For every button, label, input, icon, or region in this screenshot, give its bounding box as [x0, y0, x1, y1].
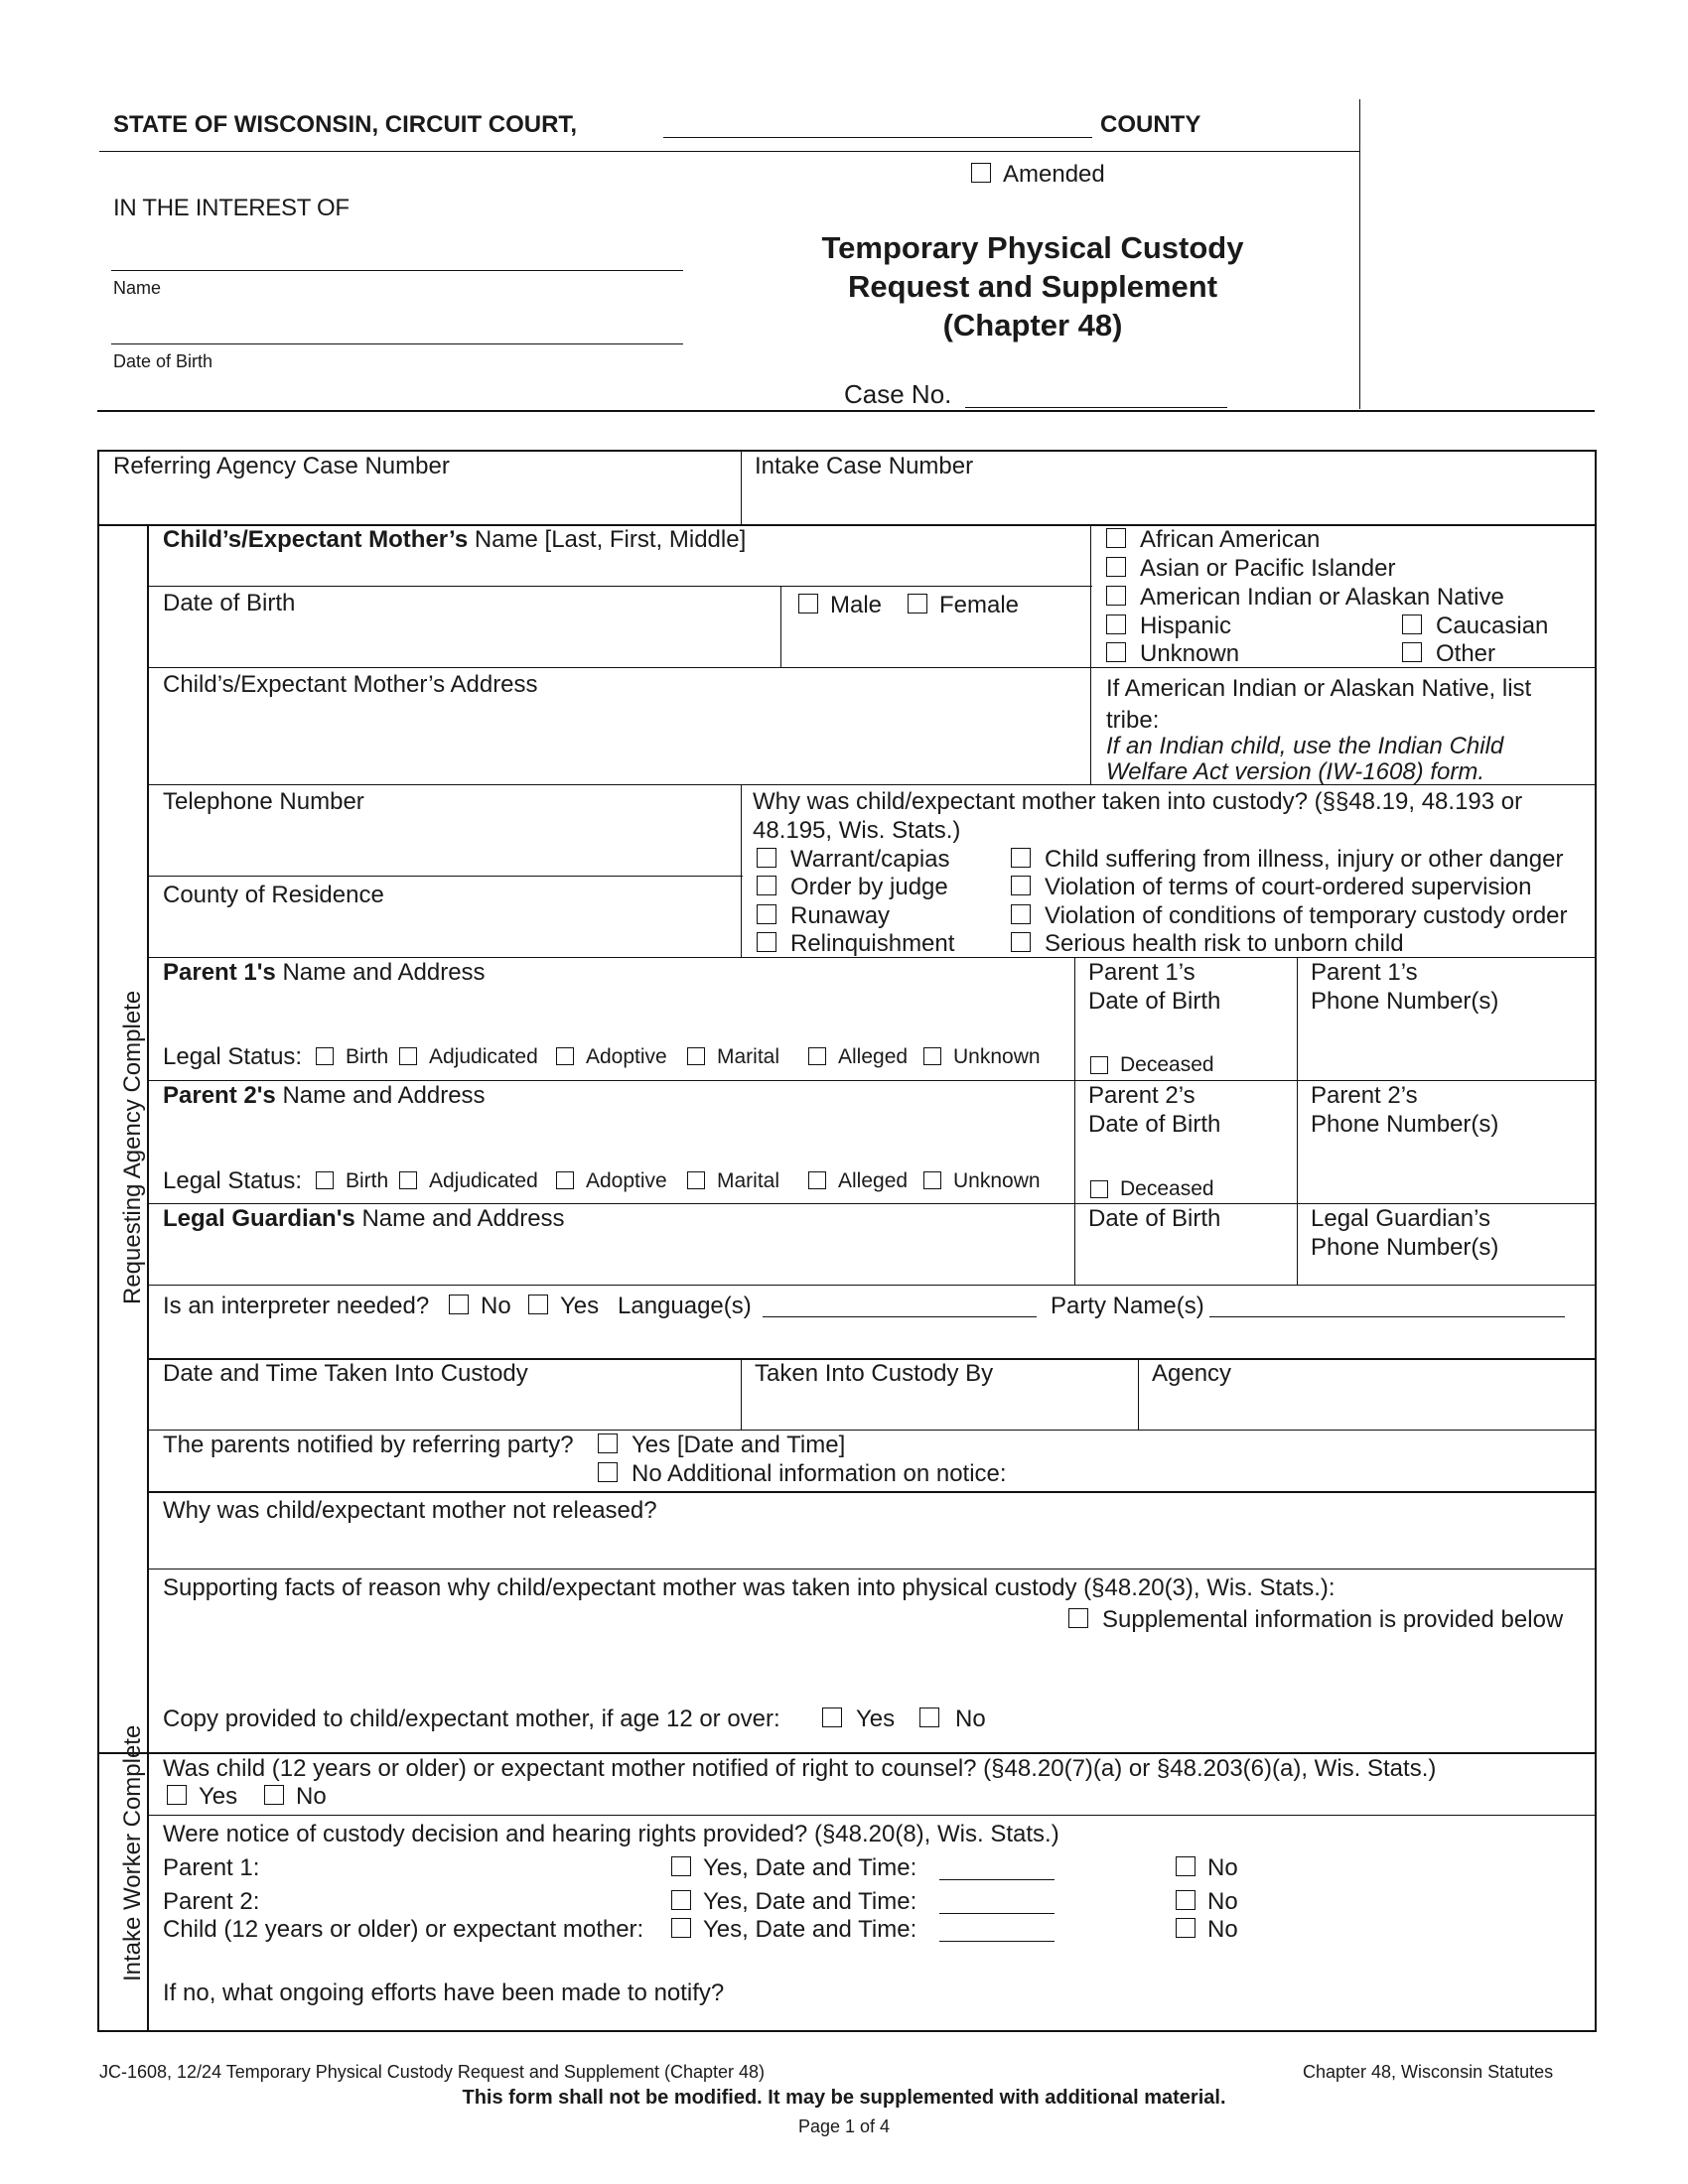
parent2-legal-status-label: Legal Status:	[163, 1167, 303, 1194]
race-asian: Asian or Pacific Islander	[1140, 555, 1396, 582]
parent1-bold: Parent 1's	[163, 959, 276, 986]
parent2-bold: Parent 2's	[163, 1082, 276, 1109]
parent1-adoptive: Adoptive	[586, 1045, 667, 1068]
parent2-adoptive-checkbox[interactable]	[556, 1171, 574, 1189]
dob-sex-divider	[780, 586, 781, 667]
parent1-rest: Name and Address	[282, 959, 486, 986]
race-caucasian-checkbox[interactable]	[1402, 614, 1422, 634]
why-question-line1: Why was child/expectant mother taken into custody? (§§48.19, 48.193 or	[753, 788, 1523, 815]
parents-phone-divider	[1297, 957, 1298, 1285]
parent2-marital: Marital	[717, 1169, 780, 1192]
why-order: Order by judge	[790, 874, 948, 900]
notice-parent1-yes: Yes, Date and Time:	[703, 1854, 917, 1881]
custody-divider-2	[1138, 1358, 1139, 1430]
custody-datetime-label: Date and Time Taken Into Custody	[163, 1360, 528, 1387]
notice-parent2-no-checkbox[interactable]	[1176, 1890, 1196, 1910]
requesting-agency-side-label: Requesting Agency Complete	[119, 990, 146, 1304]
parent1-alleged-checkbox[interactable]	[808, 1047, 826, 1065]
form-title-line2: Request and Supplement	[847, 269, 1218, 304]
race-american-indian-checkbox[interactable]	[1106, 586, 1126, 606]
notice-top	[147, 1815, 1597, 1816]
tribe-note-line1: If an Indian child, use the Indian Child	[1106, 733, 1504, 759]
interpreter-yes-checkbox[interactable]	[528, 1295, 548, 1314]
case-no-blank[interactable]	[965, 407, 1227, 408]
notice-child-no: No	[1207, 1916, 1238, 1943]
language-label: Language(s)	[618, 1293, 752, 1319]
ongoing-efforts-label: If no, what ongoing efforts have been made to notify?	[163, 1979, 725, 2006]
interpreter-top	[147, 1285, 1597, 1286]
why-temp-order-checkbox[interactable]	[1011, 904, 1031, 924]
why-illness-checkbox[interactable]	[1011, 848, 1031, 868]
parent1-phone-line2: Phone Number(s)	[1311, 988, 1499, 1015]
notice-parent1-yes-checkbox[interactable]	[671, 1856, 691, 1876]
notified-top	[147, 1430, 1597, 1431]
counsel-yes: Yes	[199, 1783, 238, 1810]
parent2-alleged: Alleged	[838, 1169, 909, 1192]
parent1-deceased: Deceased	[1120, 1053, 1214, 1076]
county-label: COUNTY	[1100, 111, 1201, 138]
race-american-indian: American Indian or Alaskan Native	[1140, 584, 1504, 611]
parent1-birth-checkbox[interactable]	[316, 1047, 334, 1065]
female-checkbox[interactable]	[908, 594, 927, 614]
race-african-american-checkbox[interactable]	[1106, 528, 1126, 548]
notice-parent1-label: Parent 1:	[163, 1854, 260, 1881]
parent1-marital-checkbox[interactable]	[687, 1047, 705, 1065]
parent1-marital: Marital	[717, 1045, 780, 1068]
parent1-alleged: Alleged	[838, 1045, 909, 1068]
guardian-bold: Legal Guardian's	[163, 1205, 355, 1232]
parent1-adjudicated-checkbox[interactable]	[399, 1047, 417, 1065]
court-heading: STATE OF WISCONSIN, CIRCUIT COURT,	[113, 111, 578, 138]
guardian-phone-line2: Phone Number(s)	[1311, 1234, 1499, 1261]
race-asian-checkbox[interactable]	[1106, 557, 1126, 577]
header-rule	[99, 151, 1360, 152]
parent2-phone-line2: Phone Number(s)	[1311, 1111, 1499, 1138]
custody-by-label: Taken Into Custody By	[755, 1360, 994, 1387]
interpreter-no-checkbox[interactable]	[449, 1295, 469, 1314]
copy-no: No	[955, 1706, 986, 1732]
why-health-risk-checkbox[interactable]	[1011, 932, 1031, 952]
notified-yes: Yes [Date and Time]	[632, 1432, 846, 1458]
tribe-label-line1: If American Indian or Alaskan Native, list	[1106, 675, 1532, 702]
parent1-top	[147, 957, 1597, 958]
child-name-bold: Child’s/Expectant Mother’s	[163, 526, 469, 553]
parent1-birth: Birth	[346, 1045, 389, 1068]
interpreter-yes: Yes	[560, 1293, 600, 1319]
notice-parent2-yes: Yes, Date and Time:	[703, 1888, 917, 1915]
notice-child-label: Child (12 years or older) or expectant mother:	[163, 1916, 644, 1943]
child-name-rest: Name [Last, First, Middle]	[474, 526, 747, 553]
why-runaway: Runaway	[790, 902, 891, 929]
supporting-top	[147, 1569, 1597, 1570]
intake-worker-side-label: Intake Worker Complete	[119, 1724, 146, 1981]
not-released-top	[147, 1491, 1597, 1493]
parent2-adjudicated-checkbox[interactable]	[399, 1171, 417, 1189]
why-temp-order: Violation of conditions of temporary custody order	[1045, 902, 1568, 929]
address-top	[147, 667, 1597, 668]
form-title-line1: Temporary Physical Custody	[821, 230, 1244, 265]
counsel-no-checkbox[interactable]	[264, 1785, 284, 1805]
parent2-alleged-checkbox[interactable]	[808, 1171, 826, 1189]
footer-form-id: JC-1608, 12/24 Temporary Physical Custody Request and Supplement (Chapter 48)	[99, 2062, 766, 2082]
guardian-label	[163, 1205, 565, 1233]
custody-divider-1	[741, 1358, 742, 1430]
parent1-unknown: Unknown	[953, 1045, 1041, 1068]
notice-child-date-blank[interactable]	[939, 1941, 1055, 1942]
male-checkbox[interactable]	[798, 594, 818, 614]
parent1-adoptive-checkbox[interactable]	[556, 1047, 574, 1065]
notified-yes-checkbox[interactable]	[598, 1433, 618, 1453]
notice-child-yes: Yes, Date and Time:	[703, 1916, 917, 1943]
tribe-note-line2: Welfare Act version (IW-1608) form.	[1106, 758, 1484, 785]
notified-no-checkbox[interactable]	[598, 1462, 618, 1482]
table-top	[97, 450, 1597, 452]
phone-top	[147, 784, 1597, 785]
male-label: Male	[830, 592, 883, 618]
notice-parent1-no-checkbox[interactable]	[1176, 1856, 1196, 1876]
why-relinquishment-checkbox[interactable]	[757, 932, 776, 952]
county-residence-label: County of Residence	[163, 882, 384, 908]
why-order-checkbox[interactable]	[757, 876, 776, 895]
child-address-label: Child’s/Expectant Mother’s Address	[163, 671, 538, 698]
why-question-line2: 48.195, Wis. Stats.)	[753, 817, 961, 844]
intake-case-label: Intake Case Number	[755, 453, 974, 479]
parent1-deceased-checkbox[interactable]	[1090, 1056, 1108, 1074]
footer-notice: This form shall not be modified. It may be supplemented with additional material.	[462, 2087, 1226, 2109]
race-other: Other	[1436, 640, 1496, 667]
telephone-label: Telephone Number	[163, 788, 364, 815]
parent2-marital-checkbox[interactable]	[687, 1171, 705, 1189]
why-warrant: Warrant/capias	[790, 846, 950, 873]
parent2-dob-line1: Parent 2’s	[1088, 1082, 1196, 1109]
copy-provided-label: Copy provided to child/expectant mother, if age 12 or over:	[163, 1706, 780, 1732]
notice-parent2-no: No	[1207, 1888, 1238, 1915]
why-supervision: Violation of terms of court-ordered supervision	[1045, 874, 1532, 900]
parent1-phone-line1: Parent 1’s	[1311, 959, 1418, 986]
language-blank[interactable]	[763, 1316, 1037, 1317]
parent2-dob-line2: Date of Birth	[1088, 1111, 1221, 1138]
counsel-yes-checkbox[interactable]	[167, 1785, 187, 1805]
dob-blank[interactable]	[111, 343, 683, 344]
not-released-question: Why was child/expectant mother not released?	[163, 1497, 657, 1524]
table-right	[1595, 450, 1597, 2032]
parent2-deceased: Deceased	[1120, 1177, 1214, 1200]
custody-agency-label: Agency	[1152, 1360, 1232, 1387]
race-unknown-checkbox[interactable]	[1106, 642, 1126, 662]
why-illness: Child suffering from illness, injury or other danger	[1045, 846, 1564, 873]
table-left	[97, 450, 99, 2032]
referring-case-label: Referring Agency Case Number	[113, 453, 450, 479]
party-name-label: Party Name(s)	[1051, 1293, 1204, 1319]
notice-child-yes-checkbox[interactable]	[671, 1918, 691, 1938]
notice-parent2-date-blank[interactable]	[939, 1913, 1055, 1914]
parent2-phone-line1: Parent 2’s	[1311, 1082, 1418, 1109]
footer-statutes: Chapter 48, Wisconsin Statutes	[1303, 2062, 1554, 2082]
child-name-bottom	[147, 586, 1092, 587]
phone-bottom	[147, 876, 743, 877]
parent1-dob-line1: Parent 1’s	[1088, 959, 1196, 986]
header-bottom-rule	[97, 410, 1595, 412]
supplemental-label: Supplemental information is provided below	[1102, 1606, 1564, 1633]
notice-child-no-checkbox[interactable]	[1176, 1918, 1196, 1938]
counsel-no: No	[296, 1783, 327, 1810]
parent2-unknown: Unknown	[953, 1169, 1041, 1192]
parent2-rest: Name and Address	[282, 1082, 486, 1109]
why-warrant-checkbox[interactable]	[757, 848, 776, 868]
amended-checkbox[interactable]	[971, 163, 991, 183]
dob-label: Date of Birth	[113, 351, 213, 371]
row1-divider	[741, 450, 742, 525]
race-african-american: African American	[1140, 526, 1321, 553]
table-bottom	[97, 2030, 1597, 2032]
guardian-rest: Name and Address	[361, 1205, 565, 1232]
parent2-unknown-checkbox[interactable]	[923, 1171, 941, 1189]
copy-no-checkbox[interactable]	[919, 1707, 939, 1727]
race-hispanic-checkbox[interactable]	[1106, 614, 1126, 634]
why-health-risk: Serious health risk to unborn child	[1045, 930, 1404, 957]
interpreter-no: No	[481, 1293, 511, 1319]
copy-yes-checkbox[interactable]	[822, 1707, 842, 1727]
section-divider	[97, 1752, 1597, 1754]
guardian-dob-label: Date of Birth	[1088, 1205, 1221, 1232]
name-blank[interactable]	[111, 270, 683, 271]
parent2-top	[147, 1080, 1597, 1081]
parent1-unknown-checkbox[interactable]	[923, 1047, 941, 1065]
child-name-label	[163, 526, 746, 554]
form-title-line3: (Chapter 48)	[942, 308, 1123, 342]
parent2-adjudicated: Adjudicated	[429, 1169, 538, 1192]
race-unknown: Unknown	[1140, 640, 1240, 667]
case-no-label: Case No.	[844, 379, 952, 409]
footer-page-number: Page 1 of 4	[797, 2116, 891, 2136]
parent1-legal-status-label: Legal Status:	[163, 1043, 303, 1070]
notice-question: Were notice of custody decision and hearing rights provided? (§48.20(8), Wis. Stats.)	[163, 1821, 1059, 1847]
parent2-adoptive: Adoptive	[586, 1169, 667, 1192]
why-supervision-checkbox[interactable]	[1011, 876, 1031, 895]
county-blank[interactable]	[663, 137, 1092, 138]
copy-yes: Yes	[856, 1706, 896, 1732]
why-divider	[741, 784, 742, 957]
female-label: Female	[939, 592, 1020, 618]
side-column-divider	[147, 524, 149, 2030]
race-other-checkbox[interactable]	[1402, 642, 1422, 662]
parent2-label	[163, 1082, 486, 1110]
name-label: Name	[113, 278, 162, 298]
parents-dob-divider	[1074, 957, 1075, 1285]
parent2-birth: Birth	[346, 1169, 389, 1192]
notice-parent1-date-blank[interactable]	[939, 1879, 1055, 1880]
parent1-label	[163, 959, 486, 987]
parent2-birth-checkbox[interactable]	[316, 1171, 334, 1189]
tribe-label-line2: tribe:	[1106, 707, 1160, 734]
interest-of-label: IN THE INTEREST OF	[113, 195, 350, 221]
why-relinquishment: Relinquishment	[790, 930, 955, 957]
guardian-phone-line1: Legal Guardian’s	[1311, 1205, 1491, 1232]
child-dob-label: Date of Birth	[163, 590, 296, 616]
why-runaway-checkbox[interactable]	[757, 904, 776, 924]
notice-parent2-yes-checkbox[interactable]	[671, 1890, 691, 1910]
race-caucasian: Caucasian	[1436, 613, 1549, 639]
notified-question: The parents notified by referring party?	[163, 1432, 574, 1458]
supporting-facts-label: Supporting facts of reason why child/expectant mother was taken into physical custody (§48.20(3), Wis. Stats.):	[163, 1574, 1336, 1601]
supplemental-checkbox[interactable]	[1068, 1608, 1088, 1628]
notice-parent1-no: No	[1207, 1854, 1238, 1881]
guardian-top	[147, 1203, 1597, 1204]
notice-parent2-label: Parent 2:	[163, 1888, 260, 1915]
parent2-deceased-checkbox[interactable]	[1090, 1180, 1108, 1198]
counsel-question: Was child (12 years or older) or expectant mother notified of right to counsel? (§48.20(7)(a) or §48.203(6)(a), Wis. Stats.)	[163, 1755, 1437, 1782]
notified-no: No Additional information on notice:	[632, 1460, 1007, 1487]
party-name-blank[interactable]	[1209, 1316, 1565, 1317]
race-hispanic: Hispanic	[1140, 613, 1232, 639]
interpreter-question: Is an interpreter needed?	[163, 1293, 430, 1319]
parent1-dob-line2: Date of Birth	[1088, 988, 1221, 1015]
amended-label: Amended	[1003, 161, 1105, 188]
tribe-divider	[1090, 667, 1091, 784]
parent1-adjudicated: Adjudicated	[429, 1045, 538, 1068]
